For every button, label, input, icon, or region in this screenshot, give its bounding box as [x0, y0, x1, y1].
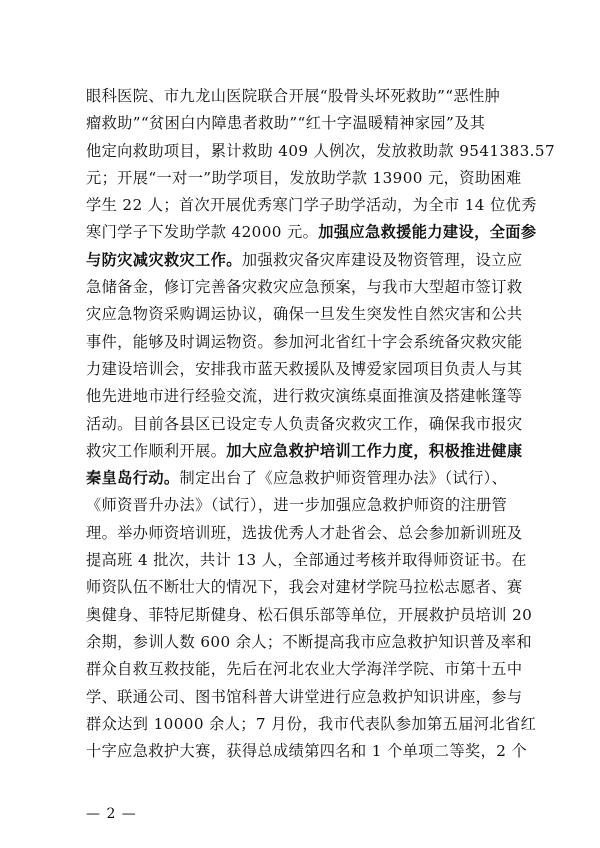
text-line	[86, 520, 523, 547]
text-line	[86, 492, 514, 519]
text-run: 急储备金，修订完善备灾救灾应急预案，与我市大型超市签订救	[86, 278, 523, 297]
text-run: 救灾工作顺利开展。	[86, 441, 227, 460]
text-line	[86, 356, 523, 383]
bold-text-run: 与防灾减灾救灾工作。	[86, 250, 242, 269]
text-line	[86, 656, 523, 683]
text-run: 十字应急救护大赛，获得总成绩第四名和 1 个单项二等奖，2 个	[86, 742, 528, 761]
text-run: 寒门学子下发助学款 42000 元。	[86, 223, 319, 242]
text-run: 理。举办师资培训班，选拔优秀人才赴省会、总会参加新训班及	[86, 523, 523, 542]
text-line	[86, 684, 523, 711]
text-run: 奥健身、菲特尼斯健身、松石俱乐部等单位，开展救护员培训 20	[86, 605, 533, 624]
body-text	[86, 83, 556, 765]
text-run: 《师资晋升办法》（试行），进一步加强应急救护师资的注册管	[86, 496, 508, 515]
text-run: 元；开展“一对一”助学项目，发放助学款 13900 元，资助困难	[86, 168, 522, 187]
text-line	[86, 547, 527, 574]
bold-text-run: 加大应急救护培训工作力度，积极推进健康	[226, 441, 523, 460]
text-line	[86, 219, 537, 246]
text-run: 师资队伍不断壮大的情况下，我会对建材学院马拉松志愿者、赛	[86, 578, 523, 597]
text-line	[86, 138, 556, 165]
text-line	[86, 411, 523, 438]
text-line	[86, 192, 537, 219]
text-run: 学、联通公司、图书馆科普大讲堂进行应急救护知识讲座，参与	[86, 687, 523, 706]
text-line	[86, 301, 523, 328]
text-run: 他先进地市进行经验交流，进行救灾演练桌面推演及搭建帐篷等	[86, 387, 523, 406]
text-line	[86, 574, 523, 601]
text-line	[86, 629, 532, 656]
text-line	[86, 247, 523, 274]
text-line	[86, 165, 522, 192]
text-run: 学生 22 人；首次开展优秀寒门学子助学活动，为全市 14 位优秀	[86, 196, 537, 215]
text-run: 力建设培训会，安排我市蓝天救援队及博爱家园项目负责人与其	[86, 359, 523, 378]
text-run: 加强救灾备灾库建设及物资管理，设立应	[241, 250, 523, 269]
text-run: 灾应急物资采购调运协议，确保一旦发生突发性自然灾害和公共	[86, 305, 523, 324]
page-number: — 2 —	[86, 806, 137, 822]
text-run: 活动。目前各县区已设定专人负责备灾救灾工作，确保我市报灾	[86, 414, 523, 433]
text-line	[86, 711, 537, 738]
text-run: 瘤救助”“贫困白内障患者救助”“红十字温暖精神家园”及其	[86, 114, 486, 133]
text-line	[86, 274, 523, 301]
text-line	[86, 110, 514, 137]
text-run: 制定出台了《应急救护师资管理办法》（试行）、	[179, 469, 508, 488]
text-run: 事件，能够及时调运物资。参加河北省红十字会系统备灾救灾能	[86, 332, 523, 351]
text-run: 群众自救互救技能，先后在河北农业大学海洋学院、市第十五中	[86, 660, 523, 679]
text-run: 眼科医院、市九龙山医院联合开展“股骨头坏死救助”“恶性肿	[86, 87, 501, 105]
text-line	[86, 383, 523, 410]
text-run: 他定向救助项目，累计救助 409 人例次，发放救助款 9541383.57	[86, 141, 556, 160]
text-line	[86, 465, 514, 492]
text-line	[86, 438, 523, 465]
text-run: 群众达到 10000 余人；7 月份，我市代表队参加第五届河北省红	[86, 714, 537, 733]
text-line	[86, 83, 514, 110]
text-line	[86, 602, 533, 629]
text-run: 提高班 4 批次，共计 13 人，全部通过考核并取得师资证书。在	[86, 551, 527, 570]
bold-text-run: 加强应急救援能力建设，全面参	[318, 223, 537, 242]
text-line	[86, 329, 523, 356]
bold-text-run: 秦皇岛行动。	[86, 469, 180, 488]
text-run: 余期，参训人数 600 余人；不断提高我市应急救护知识普及率和	[86, 632, 532, 651]
text-line	[86, 738, 528, 765]
